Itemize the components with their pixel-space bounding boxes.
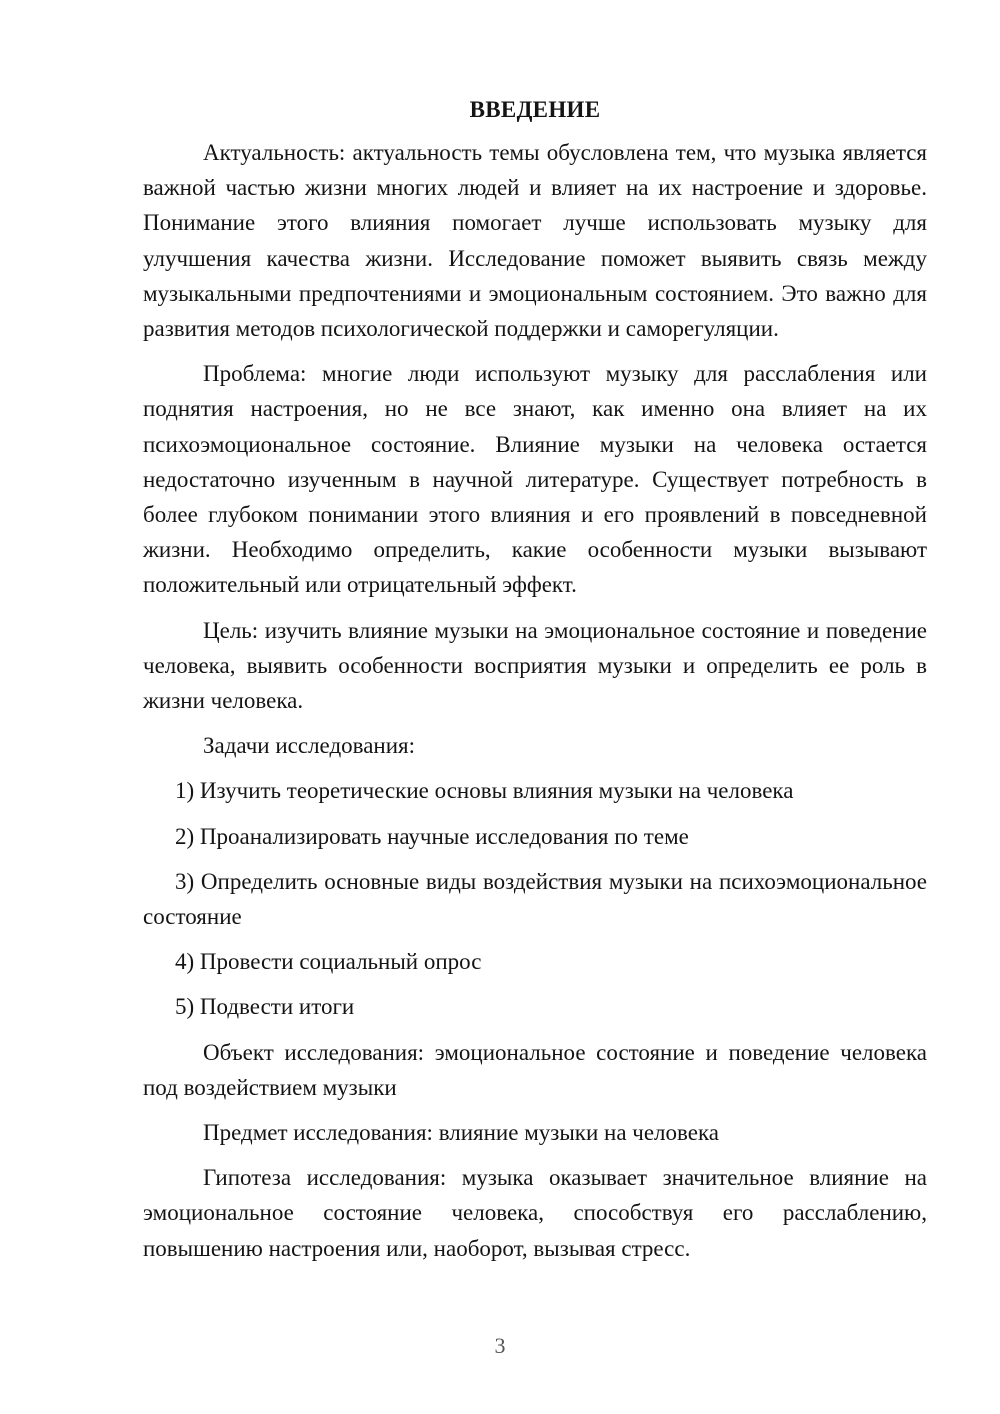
task-item-4: 4) Провести социальный опрос — [175, 949, 482, 975]
paragraph-goal: Цель: изучить влияние музыки на эмоциональное состояние и поведение человека, выявить особенности восприятия музыки и определить ее роль в жизни человека. — [143, 617, 927, 714]
page-title: ВВЕДЕНИЕ — [469, 97, 601, 122]
task-item-3: 3) Определить основные виды воздействия музыки на психоэмоциональное состояние — [143, 868, 927, 930]
tasks-heading: Задачи исследования: — [203, 733, 416, 759]
document-page — [143, 93, 927, 1276]
paragraph-subject: Предмет исследования: влияние музыки на человека — [203, 1120, 720, 1146]
paragraph-object: Объект исследования: эмоциональное состояние и поведение человека под воздействием музыки — [143, 1039, 927, 1100]
task-item-2: 2) Проанализировать научные исследования по теме — [175, 823, 689, 849]
paragraph-hypothesis: Гипотеза исследования: музыка оказывает значительное влияние на эмоциональное состояние человека, способствуя его расслаблению, повышению настроения или, наоборот, вызывая стресс. — [143, 1165, 927, 1261]
task-item-1: 1) Изучить теоретические основы влияния музыки на человека — [175, 778, 794, 804]
paragraph-problem: Проблема: многие люди используют музыку для расслабления или поднятия настроения, но не все знают, как именно она влияет на их психоэмоциональное состояние. Влияние музыки на человека остается недостаточно изученным в научной литературе. Существует потребность в более глубоком понимании этого влияния и его проявлений в повседневной жизни. Необходимо определить, какие особенности музыки вызывают положительный или отрицательный эффект. — [143, 361, 927, 598]
page-number: 3 — [494, 1333, 506, 1358]
paragraph-relevance: Актуальность: актуальность темы обусловлена тем, что музыка является важной частью жизни многих людей и влияет на их настроение и здоровье. Понимание этого влияния помогает лучше использовать музыку для улучшения качества жизни. Исследование поможет выявить связь между музыкальными предпочтениями и эмоциональным состоянием. Это важно для развития методов психологической поддержки и саморегуляции. — [143, 140, 927, 342]
task-item-5: 5) Подвести итоги — [175, 994, 355, 1020]
